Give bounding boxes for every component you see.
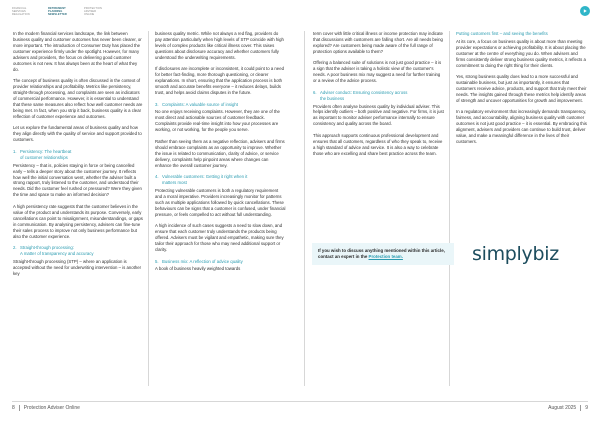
page-number-left: 8 bbox=[12, 405, 15, 411]
nav-item-retirement-planning-newsletter[interactable]: RETIREMENT PLANNING NEWSLETTER bbox=[48, 7, 67, 17]
paragraph: This approach supports continuous professional development and ensures that all customers, regardless of who they speak to, receive a high standard of advice and service. It is also a way to celebrate those who are excelling and share best practice across the team. bbox=[313, 132, 443, 156]
article-column-4 bbox=[456, 31, 587, 151]
play-icon[interactable] bbox=[580, 6, 590, 16]
section-heading-business-mix: 5. Business mix: A reflection of advice quality bbox=[155, 258, 243, 264]
page-number-right: 9 bbox=[585, 405, 588, 411]
article-column-3 bbox=[313, 31, 444, 162]
paragraph: Protecting vulnerable customers is both a regulatory requirement and a moral imperative. Providers increasingly monitor for patterns such as multiple applications followed by quick cancellations. These behaviours can be signs that a customer is confused, under financial pressure, or feels compelled to act without full understanding. bbox=[155, 187, 286, 217]
footer-left bbox=[12, 405, 80, 411]
article-column-2 bbox=[155, 31, 286, 278]
paragraph: The concept of business quality is often discussed in the context of provider relationships and profitability. Metrics like persistency, straight-through processing, and complaints are seen as indicators of commercial performance. However, it is essential to understand that these same measures also reflect how well customer needs are being met. In fact, when you strip it back, business quality is a clear reflection of customer experience and outcomes. bbox=[13, 78, 143, 119]
paragraph: At its core, a focus on business quality is about more than meeting provider expectations or achieving profitability. It is about placing the customer at the centre of everything you do. When advisers and firms consistently deliver strong business quality metrics, it reflects a commitment to doing the right thing for their clients. bbox=[456, 38, 586, 68]
column-divider bbox=[449, 31, 450, 386]
section-heading-complaints: 3. Complaints: A valuable source of insight bbox=[155, 101, 238, 107]
section-heading-customers-first: Putting customers first – and seeing the benefits bbox=[456, 31, 548, 36]
footer-separator bbox=[580, 405, 581, 411]
paragraph: Straight-through processing (STP) – where an application is accepted without the need for underwriting intervention – is another key bbox=[13, 258, 142, 276]
section-heading-vulnerable-customers: 4. Vulnerable customers: Getting it right when it matters most bbox=[155, 174, 248, 186]
paragraph: Persistency – that is, policies staying in force or being cancelled early – tells a deeper story about the customer journey. It reflects how well the initial conversation went, whether the adviser built a strong rapport, truly listened to the customer, and understood their needs. Did the customer feel rushed or pressured? Were they given the time and space to make an informed decision? bbox=[13, 162, 142, 198]
callout-text: If you wish to discuss anything mentioned within this article, contact an expert in the bbox=[318, 248, 445, 259]
paragraph: Offering a balanced suite of solutions is not just good practice – it is a sign that the adviser is taking a holistic view of the customer's needs. A poor business mix may suggest a need for further training or a review of the advice process. bbox=[313, 60, 442, 84]
contact-callout bbox=[312, 243, 454, 265]
column-divider bbox=[148, 31, 149, 386]
simplybiz-logo: simplybiz bbox=[472, 243, 559, 265]
publication-title: Protection Adviser Online bbox=[23, 405, 80, 411]
paragraph: business quality metric. While not always a red flag, providers do pay attention particularly when high levels of STP coincide with high levels of complex products like critical illness cover. This raises questions about disclosure accuracy and whether customers fully understood the underwriting requirements. bbox=[155, 31, 284, 60]
nav-item-protection-adviser-online[interactable]: PROTECTION ADVISER ONLINE bbox=[84, 7, 103, 17]
nav-item-financial-services-regulation[interactable]: FINANCIAL SERVICES REGULATION bbox=[12, 7, 30, 17]
paragraph: No one enjoys receiving complaints. However, they are one of the most direct and actionable sources of customer feedback. Complaints provide real-time insight into how your processes are working, or not working, for the people you serve. bbox=[155, 109, 280, 133]
article-column-1 bbox=[13, 31, 144, 282]
section-heading-stp: 2. Straight-through processing: A matter of transparency and accuracy bbox=[13, 245, 94, 256]
paragraph: A high incidence of such cases suggests a need to slow down, and ensure that each customer truly understands the products being offered. Advisers must be vigilant and empathetic, making sure they tailor their approach for those who may need additional support or clarity. bbox=[155, 223, 284, 253]
footer-separator bbox=[19, 405, 20, 411]
top-nav bbox=[12, 7, 106, 17]
issue-date: August 2025 bbox=[548, 405, 577, 411]
paragraph: Providers often analyse business quality by individual adviser. This helps identify outliers – both positive and negative. For firms, it is just as important to monitor adviser performance internally to ensure consistency and quality across the board. bbox=[313, 103, 444, 127]
paragraph: In a regulatory environment that increasingly demands transparency, fairness, and accountability, aligning business quality with customer outcomes is not just good practice – it is essential. By embracing this alignment, advisers and providers can continue to build trust, deliver value, and make a meaningful difference in the lives of their customers. bbox=[456, 109, 587, 145]
paragraph: A book of business heavily weighted towards bbox=[155, 266, 241, 272]
footer-divider bbox=[12, 401, 588, 402]
paragraph: term cover with little critical illness or income protection may indicate that discussions with customers are falling short. Are all needs being explored? Are customers being made aware of the full range of protection options available to them? bbox=[313, 31, 443, 54]
paragraph: Rather than seeing them as a negative reflection, advisers and firms should embrace complaints as an opportunity to improve. Whether the issue is related to communication, clarity of advice, or service delivery, complaints help pinpoint areas where changes can enhance the overall customer journey. bbox=[155, 138, 285, 168]
paragraph: If disclosures are incomplete or inconsistent, it could point to a need for better fact-finding, more thorough questioning, or clearer explanations. In short, ensuring that the application process is both smooth and accurate benefits everyone – it reduces delays, builds trust, and helps avoid claims disputes in the future. bbox=[155, 66, 284, 96]
page-gutter bbox=[304, 31, 305, 386]
footer-right bbox=[548, 405, 588, 411]
paragraph: Let us explore the fundamental areas of business quality and how they align directly with the quality of service and support provided to customers. bbox=[13, 125, 142, 143]
section-heading-persistency: 1. Persistency: The heartbeat of customer relationships bbox=[13, 148, 72, 160]
section-heading-adviser-conduct: 6. Adviser conduct: Ensuring consistency across the business bbox=[313, 89, 408, 101]
paragraph: A high persistency rate suggests that the customer believes in the value of the product and understands its purpose. Conversely, early cancellations can point to misalignment, misunderstandings, or gaps in communication. By analysing persistency, advisers can fine-tune their sales process to improve not only business performance but also the customer experience. bbox=[13, 203, 143, 239]
paragraph: Yes, strong business quality does lead to a more successful and sustainable business, but just as importantly, it ensures that customers receive advice, products, and support that truly meet their needs. The insights gained through these metrics help identify areas of strength and uncover opportunities for growth and improvement. bbox=[456, 74, 587, 104]
protection-team-link[interactable]: Protection team. bbox=[368, 253, 403, 259]
intro-paragraph: In the modern financial services landscape, the link between business quality and customer outcomes has never been clearer, or more important. The introduction of Consumer Duty has placed the customer experience firmly under the spotlight. However, for many advisers and providers, the focus on delivering good customer outcomes is not new. It has always been at the heart of what they do. bbox=[13, 31, 142, 72]
